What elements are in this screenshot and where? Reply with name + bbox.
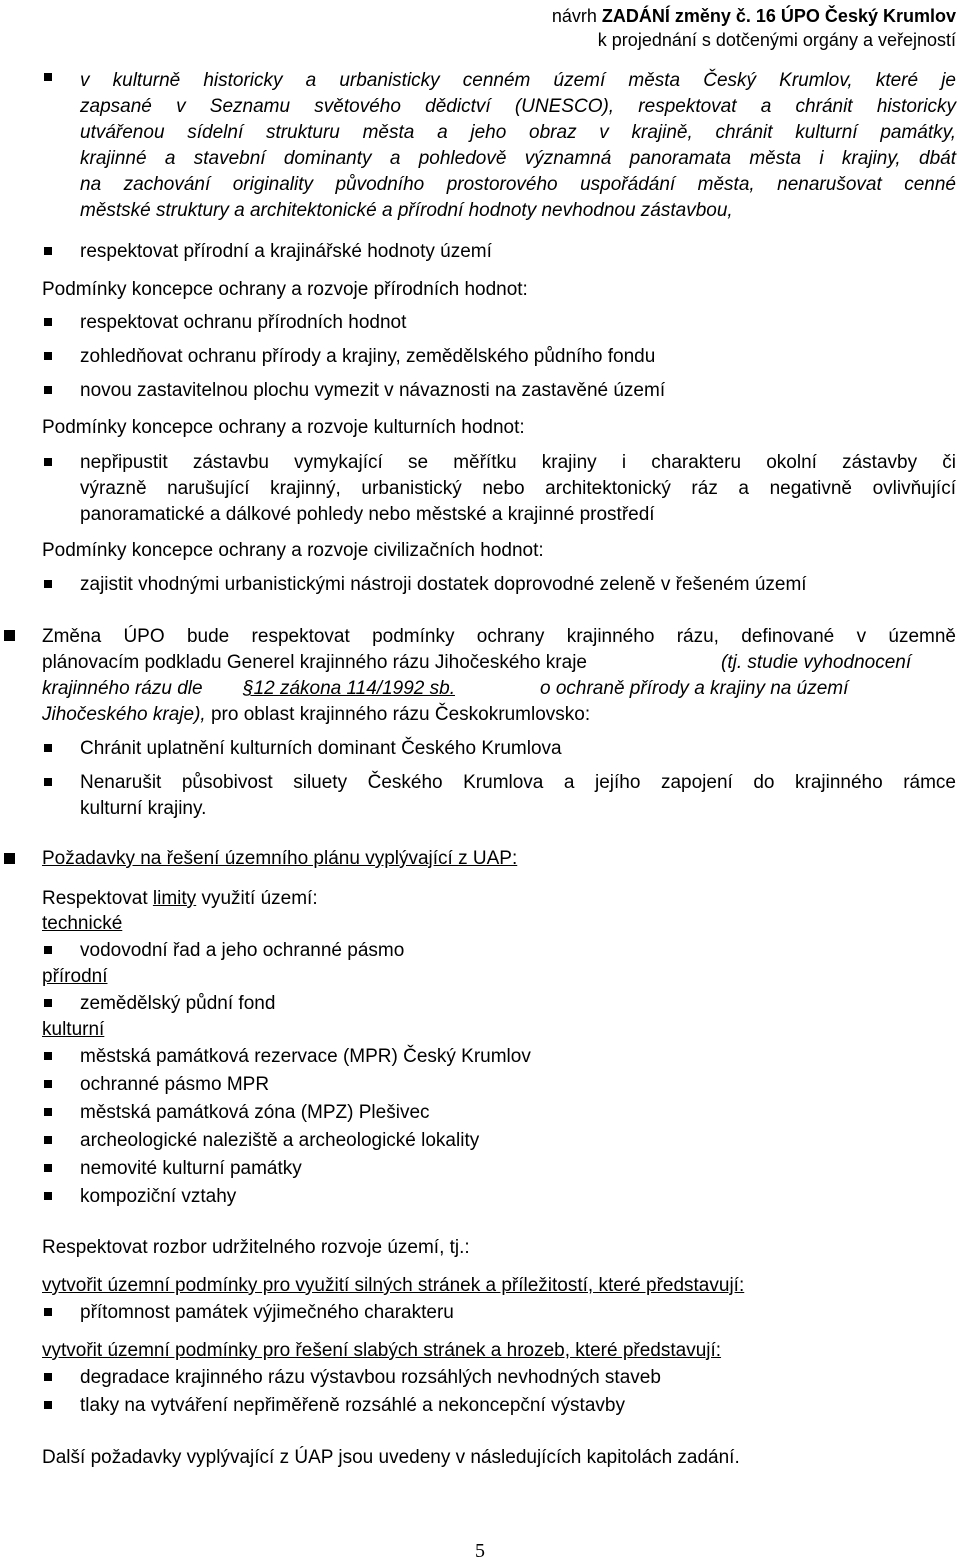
intro-line: krajinné a stavební dominanty a pohledově významná panoramata města i krajiny, dbát bbox=[80, 148, 956, 169]
change-line-italic: o ochraně přírody a krajiny na území bbox=[540, 678, 849, 699]
section-heading-uap: Požadavky na řešení územního plánu vyplývající z UAP: bbox=[42, 848, 518, 869]
change-line: plánovacím podkladu Generel krajinného rázu Jihočeského kraje bbox=[42, 652, 587, 673]
intro-line: zapsané v Seznamu světového dědictví (UNESCO), respektovat a chránit historicky bbox=[80, 96, 956, 117]
intro-line: na zachování originality původního prostorového uspořádání města, nenarušovat cenné bbox=[80, 174, 956, 195]
bullet-icon bbox=[44, 352, 52, 360]
bullet-icon bbox=[44, 1373, 52, 1381]
list-item-line: panoramatické a dálkové pohledy nebo městské a krajinné prostředí bbox=[80, 504, 655, 525]
list-item: vodovodní řad a jeho ochranné pásmo bbox=[80, 940, 405, 961]
intro-line: utvářenou sídelní strukturu města a jeho obraz v krajině, chránit kulturní památky, bbox=[80, 122, 956, 143]
bullet-icon bbox=[44, 946, 52, 954]
header-title: návrh ZADÁNÍ změny č. 16 ÚPO Český Krumlov bbox=[551, 6, 956, 26]
category-technical: technické bbox=[42, 913, 123, 934]
bullet-icon bbox=[4, 853, 15, 864]
section-heading-civil: Podmínky koncepce ochrany a rozvoje civilizačních hodnot: bbox=[42, 540, 544, 561]
category-natural: přírodní bbox=[42, 966, 108, 987]
list-item: nemovité kulturní památky bbox=[80, 1158, 302, 1179]
list-item: degradace krajinného rázu výstavbou rozsáhlých nevhodných staveb bbox=[80, 1367, 661, 1388]
list-item-line: nepřipustit zástavbu vymykající se měřítku krajiny i charakteru okolní zástavby či bbox=[80, 452, 956, 473]
list-item: Nenarušit působivost siluety Českého Krumlova a jejího zapojení do krajinného rámce bbox=[80, 772, 956, 793]
list-item: zajistit vhodnými urbanistickými nástroji dostatek doprovodné zeleně v řešeném území bbox=[80, 574, 807, 595]
list-item: respektovat přírodní a krajinářské hodnoty území bbox=[80, 241, 492, 262]
bullet-icon bbox=[44, 1308, 52, 1316]
law-reference: §12 zákona 114/1992 sb. bbox=[243, 678, 455, 699]
bullet-icon bbox=[44, 580, 52, 588]
bullet-icon bbox=[44, 1401, 52, 1409]
bullet-icon bbox=[44, 247, 52, 255]
section-heading-nature: Podmínky koncepce ochrany a rozvoje přírodních hodnot: bbox=[42, 279, 528, 300]
list-item: zemědělský půdní fond bbox=[80, 993, 276, 1014]
list-item: novou zastavitelnou plochu vymezit v návaznosti na zastavěné území bbox=[80, 380, 666, 401]
intro-line: městské struktury a architektonické a přírodní hodnoty nevhodnou zástavbou, bbox=[80, 200, 733, 221]
bullet-icon bbox=[44, 73, 52, 81]
strengths-heading: vytvořit územní podmínky pro využití silných stránek a příležitostí, které představují: bbox=[42, 1275, 745, 1296]
bullet-icon bbox=[44, 1192, 52, 1200]
list-item: archeologické naleziště a archeologické lokality bbox=[80, 1130, 480, 1151]
list-item: městská památková rezervace (MPR) Český Krumlov bbox=[80, 1046, 531, 1067]
list-item: přítomnost památek výjimečného charakteru bbox=[80, 1302, 454, 1323]
bullet-icon bbox=[44, 458, 52, 466]
bullet-icon bbox=[44, 1052, 52, 1060]
page-number: 5 bbox=[475, 1540, 485, 1562]
list-item: městská památková zóna (MPZ) Plešivec bbox=[80, 1102, 430, 1123]
list-item: kompoziční vztahy bbox=[80, 1186, 237, 1207]
category-cultural: kulturní bbox=[42, 1019, 105, 1040]
bullet-icon bbox=[44, 1108, 52, 1116]
bullet-icon bbox=[44, 1136, 52, 1144]
bullet-icon bbox=[44, 1080, 52, 1088]
section-heading-culture: Podmínky koncepce ochrany a rozvoje kulturních hodnot: bbox=[42, 417, 525, 438]
limits-heading: Respektovat limity využití území: bbox=[42, 888, 318, 909]
list-item-line: výrazně narušující krajinný, urbanistický nebo architektonický ráz a negativně ovlivňující bbox=[80, 478, 956, 499]
header-subtitle: k projednání s dotčenými orgány a veřejností bbox=[597, 30, 956, 50]
list-item-cont: kulturní krajiny. bbox=[80, 798, 207, 819]
closing-text: Další požadavky vyplývající z ÚAP jsou uvedeny v následujících kapitolách zadání. bbox=[42, 1447, 740, 1468]
list-item: zohledňovat ochranu přírody a krajiny, zemědělského půdního fondu bbox=[80, 346, 656, 367]
change-line: Změna ÚPO bude respektovat podmínky ochrany krajinného rázu, definované v územně bbox=[42, 626, 956, 647]
change-line-italic: (tj. studie vyhodnocení bbox=[721, 652, 912, 673]
document-header bbox=[552, 4, 956, 52]
list-item: ochranné pásmo MPR bbox=[80, 1074, 270, 1095]
bullet-icon bbox=[44, 999, 52, 1007]
bullet-icon bbox=[4, 630, 15, 641]
bullet-icon bbox=[44, 386, 52, 394]
list-item: Chránit uplatnění kulturních dominant Českého Krumlova bbox=[80, 738, 562, 759]
intro-line: v kulturně historicky a urbanisticky cenném území města Český Krumlov, které je bbox=[80, 70, 956, 91]
sustain-heading: Respektovat rozbor udržitelného rozvoje území, tj.: bbox=[42, 1237, 470, 1258]
change-line: Jihočeského kraje), pro oblast krajinného rázu Českokrumlovsko: bbox=[42, 704, 591, 725]
bullet-icon bbox=[44, 778, 52, 786]
list-item: respektovat ochranu přírodních hodnot bbox=[80, 312, 407, 333]
bullet-icon bbox=[44, 318, 52, 326]
bullet-icon bbox=[44, 1164, 52, 1172]
change-line-italic: krajinného rázu dle bbox=[42, 678, 203, 699]
weaknesses-heading: vytvořit územní podmínky pro řešení slabých stránek a hrozeb, které představují: bbox=[42, 1340, 722, 1361]
bullet-icon bbox=[44, 744, 52, 752]
list-item: tlaky na vytváření nepřiměřeně rozsáhlé a nekoncepční výstavby bbox=[80, 1395, 625, 1416]
